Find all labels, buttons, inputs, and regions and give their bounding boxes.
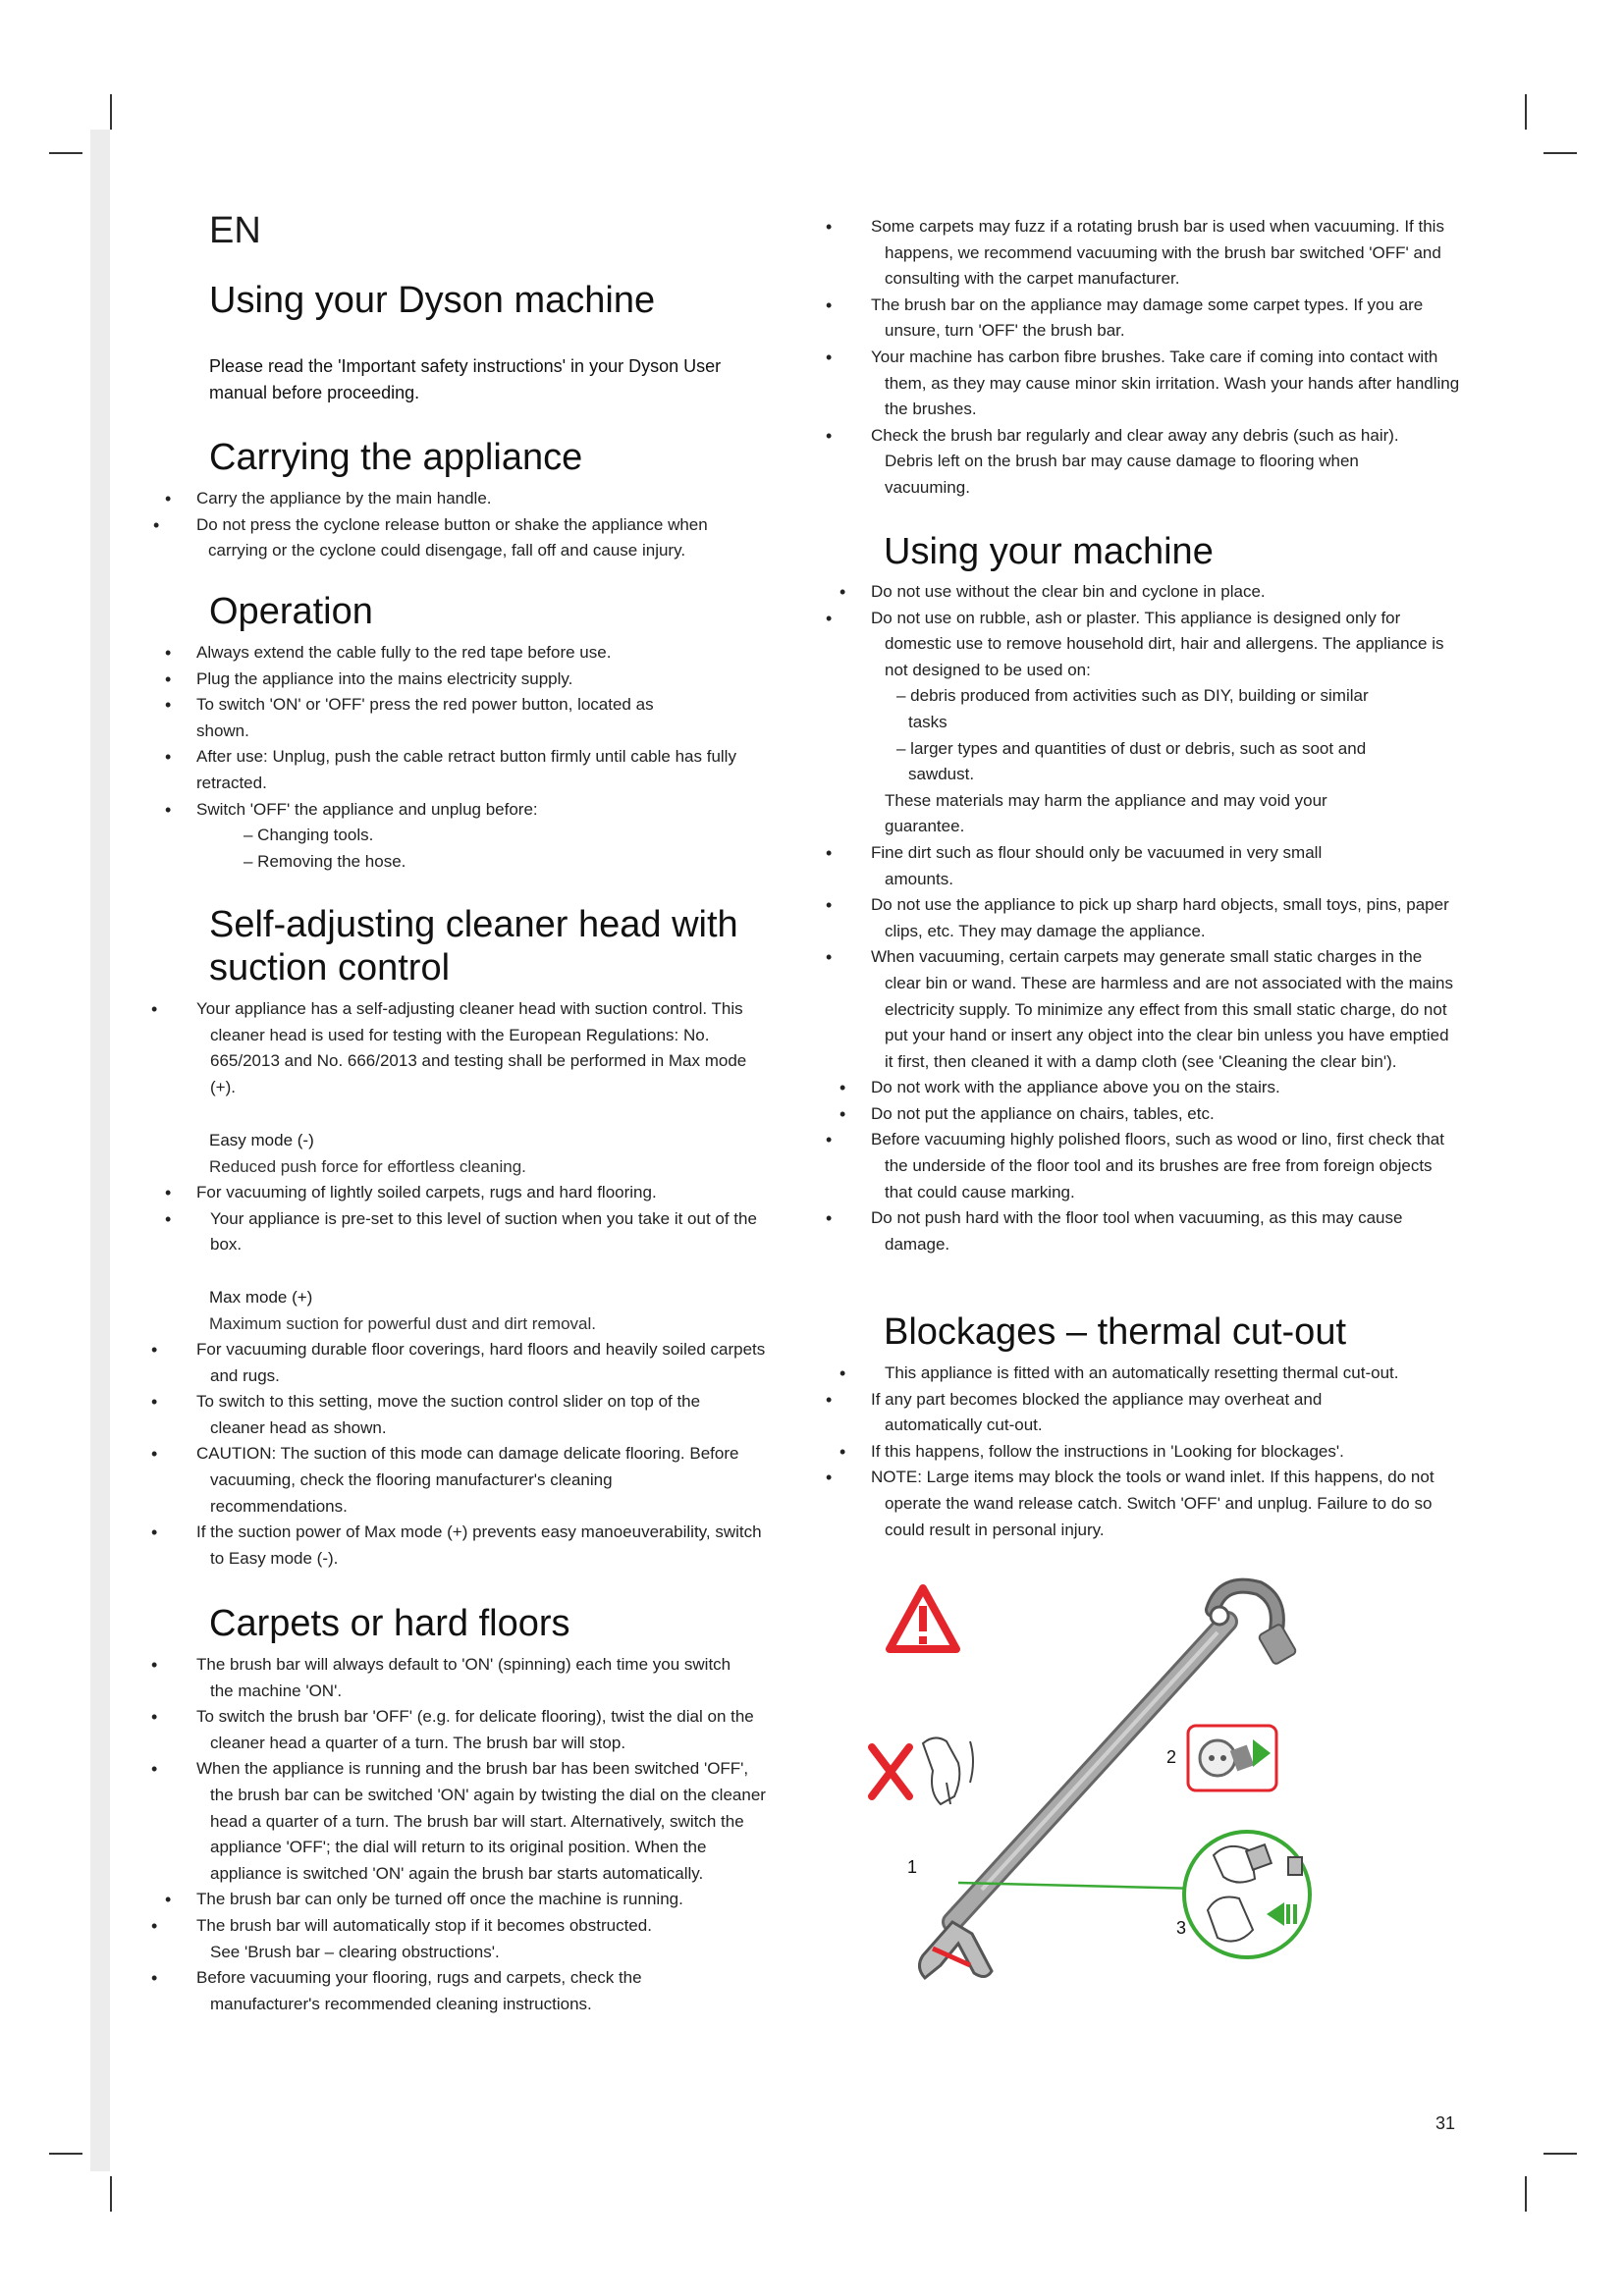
- list-item: • Before vacuuming your flooring, rugs and carpets, check the manufacturer's recommended cleaning instructions.: [196, 1965, 740, 2017]
- list-item: • Fine dirt such as flour should only be vacuumed in very small amounts.: [871, 840, 1336, 892]
- list-item: • Before vacuuming highly polished floors, such as wood or lino, first check that the underside of the floor tool and its brushes are free from foreign objects that could cause marking.: [871, 1127, 1460, 1205]
- list-item: • If any part becomes blocked the appliance may overheat and automatically cut-out.: [871, 1387, 1395, 1439]
- using-list: [871, 579, 1460, 1257]
- carrying-list: [196, 486, 766, 564]
- do-not-icon: [872, 1747, 909, 1796]
- crop-mark: [1543, 152, 1577, 154]
- unplug-icon: [1188, 1726, 1276, 1790]
- list-item: • Your appliance is pre-set to this level of suction when you take it out of the box.: [196, 1206, 781, 1258]
- list-item: • To switch the brush bar 'OFF' (e.g. for delicate flooring), twist the dial on the cleaner head a quarter of a turn. The brush bar will stop.: [196, 1704, 766, 1756]
- selfadjust-heading-line1: Self-adjusting cleaner head with: [209, 904, 738, 945]
- list-item: • Always extend the cable fully to the red tape before use.: [196, 640, 766, 667]
- callout-2: 2: [1166, 1747, 1177, 1767]
- list-item: • This appliance is fitted with an automatically resetting thermal cut-out.: [871, 1361, 1460, 1387]
- list-item: • CAUTION: The suction of this mode can damage delicate flooring. Before vacuuming, check the flooring manufacturer's cleaning recommendations.: [196, 1441, 740, 1520]
- crop-mark: [49, 152, 82, 154]
- pointing-hand-icon: [923, 1737, 973, 1804]
- list-item: • Do not use the appliance to pick up sharp hard objects, small toys, pins, paper clips, etc. They may damage the appliance.: [871, 892, 1449, 944]
- sub-item: – debris produced from activities such as DIY, building or similar tasks: [896, 686, 1369, 731]
- sub-item: – Changing tools.: [244, 826, 374, 845]
- operation-heading: Operation: [209, 591, 373, 632]
- list-item: • Carry the appliance by the main handle.: [196, 486, 766, 512]
- list-item: • The brush bar will always default to 'ON' (spinning) each time you switch the machine 'ON'.: [196, 1652, 740, 1704]
- list-item: • For vacuuming durable floor coverings, hard floors and heavily soiled carpets and rugs.: [196, 1337, 768, 1389]
- list-item: • Plug the appliance into the mains electricity supply.: [196, 667, 766, 693]
- easy-mode-block: [209, 1128, 759, 1180]
- list-item: • To switch 'ON' or 'OFF' press the red power button, located as shown.: [196, 692, 687, 744]
- max-mode-title: Max mode (+): [209, 1288, 313, 1307]
- list-item: • Your appliance has a self-adjusting cleaner head with suction control. This cleaner head is used for testing with the European Regulations: No. 665/2013 and No. 666/2013 and testing shall be performed in Max mode (+).: [196, 996, 768, 1100]
- language-label: EN: [209, 210, 261, 251]
- callout-3: 3: [1176, 1918, 1187, 1938]
- crop-mark: [1525, 2176, 1527, 2212]
- warning-icon: [890, 1588, 956, 1649]
- using-heading: Using your machine: [884, 531, 1214, 572]
- carrying-heading: Carrying the appliance: [209, 437, 583, 478]
- list-item: • Your machine has carbon fibre brushes. Take care if coming into contact with them, as they may cause minor skin irritation. Wash your hands after handling the brushes.: [871, 345, 1460, 423]
- crop-mark: [1543, 2153, 1577, 2155]
- list-item: • The brush bar on the appliance may damage some carpet types. If you are unsure, turn 'OFF' the brush bar.: [871, 293, 1435, 345]
- crop-mark: [110, 2176, 112, 2212]
- sub-item: – larger types and quantities of dust or debris, such as soot and sawdust.: [896, 738, 1367, 784]
- list-item: • Do not use without the clear bin and cyclone in place.: [871, 579, 1460, 606]
- easy-mode-desc: Reduced push force for effortless cleaning.: [209, 1156, 526, 1176]
- list-item: • When vacuuming, certain carpets may generate small static charges in the clear bin or wand. These are harmless and are not associated with the mains electricity supply. To minimize any effect from this small static charge, do not put your hand or insert any object into the clear bin unless you have emptied it first, then cleaned it with a damp cloth (see 'Cleaning the clear bin').: [871, 944, 1460, 1075]
- list-item: • Do not use on rubble, ash or plaster. This appliance is designed only for domestic use to remove household dirt, hair and allergens. The appliance is not designed to be used on:: [871, 606, 1460, 684]
- list-item: • NOTE: Large items may block the tools or wand inlet. If this happens, do not operate the wand release catch. Switch 'OFF' and unplug. Failure to do so could result in personal injury.: [871, 1465, 1464, 1543]
- max-mode-desc: Maximum suction for powerful dust and dirt removal.: [209, 1313, 596, 1333]
- crop-mark: [49, 2153, 82, 2155]
- max-mode-block: [209, 1285, 759, 1337]
- detach-wand-icon: [1184, 1832, 1310, 1957]
- list-item: • Do not push hard with the floor tool when vacuuming, as this may cause damage.: [871, 1205, 1435, 1257]
- easy-mode-title: Easy mode (-): [209, 1131, 314, 1149]
- page-number: 31: [1435, 2113, 1456, 2133]
- max-mode-list: [196, 1337, 768, 1572]
- list-item: • Do not put the appliance on chairs, tables, etc.: [871, 1101, 1460, 1128]
- blockages-heading: Blockages – thermal cut-out: [884, 1311, 1347, 1353]
- list-item: • Do not work with the appliance above you on the stairs.: [871, 1075, 1460, 1101]
- list-item: • Check the brush bar regularly and clear away any debris (such as hair). Debris left on the brush bar may cause damage to flooring when vacuuming.: [871, 423, 1435, 502]
- carpets-continued-list: [871, 214, 1460, 502]
- blockages-list: [871, 1361, 1460, 1543]
- selfadjust-heading-line2: suction control: [209, 947, 451, 988]
- wand-blockage-illustration: [864, 1561, 1335, 1993]
- page-title: Using your Dyson machine: [209, 280, 656, 321]
- list-item: • For vacuuming of lightly soiled carpets, rugs and hard flooring.: [196, 1180, 781, 1206]
- carpets-list: [196, 1652, 766, 2017]
- page-margin-strip: [90, 130, 110, 2171]
- list-item: • Some carpets may fuzz if a rotating brush bar is used when vacuuming. If this happens, we recommend vacuuming with the brush bar switched 'OFF' and consulting with the carpet manufacturer.: [871, 214, 1460, 293]
- carpets-heading: Carpets or hard floors: [209, 1603, 570, 1644]
- crop-mark: [1525, 94, 1527, 130]
- sub-item: – Removing the hose.: [244, 851, 406, 871]
- list-item: • Do not press the cyclone release button or shake the appliance when carrying or the cyclone could disengage, fall off and cause injury.: [196, 512, 766, 564]
- selfadjust-list: [196, 996, 768, 1100]
- list-item: • The brush bar can only be turned off once the machine is running.: [196, 1887, 766, 1913]
- list-item: • After use: Unplug, push the cable retract button firmly until cable has fully retracted.: [196, 744, 766, 796]
- callout-1: 1: [907, 1857, 918, 1877]
- list-item: • If the suction power of Max mode (+) prevents easy manoeuverability, switch to Easy mode (-).: [196, 1520, 768, 1572]
- sub-note: These materials may harm the appliance and may void your guarantee.: [885, 790, 1327, 836]
- list-item: • Switch 'OFF' the appliance and unplug before:: [196, 797, 766, 824]
- operation-list: [196, 640, 766, 875]
- list-item: • If this happens, follow the instructions in 'Looking for blockages'.: [871, 1439, 1460, 1466]
- easy-mode-list: [196, 1180, 781, 1258]
- list-item: • To switch to this setting, move the suction control slider on top of the cleaner head as shown.: [196, 1389, 740, 1441]
- intro-note: Please read the 'Important safety instructions' in your Dyson User manual before proceeding.: [209, 356, 722, 402]
- list-item: • When the appliance is running and the brush bar has been switched 'OFF', the brush bar can be switched 'ON' again by twisting the dial on the cleaner head a quarter of a turn. The brush bar will start. Alternatively, switch the appliance 'OFF'; the dial will return to its original position. When the appliance is switched 'ON' again the brush bar starts automatically.: [196, 1756, 770, 1887]
- list-item: • The brush bar will automatically stop if it becomes obstructed. See 'Brush bar – clearing obstructions'.: [196, 1913, 652, 1965]
- crop-mark: [110, 94, 112, 130]
